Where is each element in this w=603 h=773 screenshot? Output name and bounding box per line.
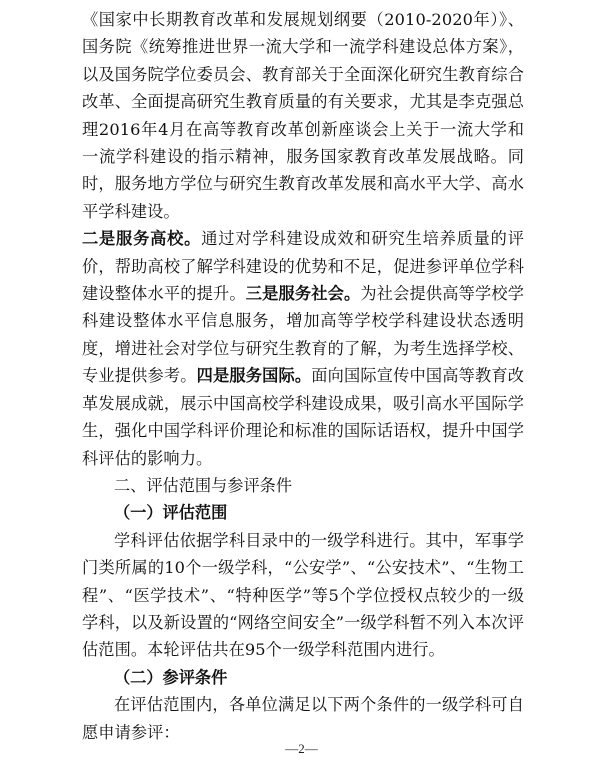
conditions-paragraph: 在评估范围内，各单位满足以下两个条件的一级学科可自愿申请参评： — [82, 695, 524, 742]
service-universities-text: 通过对学科建设成效和研究生培养质量的评价，帮助高校了解学科建设的优势和不足，促进参评单位学科建设整体水平的提升。 — [82, 229, 524, 304]
service-international-text: 面向国际宣传中国高等教育改革发展成就，展示中国高校学科建设成果，吸引高水平国际学生，强化中国学科评价理论和标准的国际话语权，提升中国学科评估的影响力。 — [82, 366, 524, 468]
service-society-label: 三是服务社会。 — [245, 284, 361, 304]
section-heading-scope-conditions: 二、评估范围与参评条件 — [114, 475, 293, 495]
document-page — [82, 6, 524, 746]
service-society-text: 为社会提供高等学校学科建设整体水平信息服务，增加高等学校学科建设状态透明度，增进社会对学位与研究生教育的了解，为考生选择学校、专业提供参考。 — [82, 284, 525, 386]
service-universities-label: 二是服务高校。 — [82, 229, 202, 249]
service-international-label: 四是服务国际。 — [196, 366, 312, 386]
scope-paragraph: 学科评估依据学科目录中的一级学科进行。其中，军事学门类所属的10个一级学科，“公安学”、“公安技术”、“生物工程”、“医学技术”、“特种医学”等5个学位授权点较少的一级学科，以及新设置的“网络空间安全”一级学科暂不列入本次评估范围。本轮评估共在95个一级学科范围内进行。 — [82, 530, 524, 660]
subheading-scope: （一）评估范围 — [114, 503, 228, 523]
subheading-conditions: （二）参评条件 — [114, 667, 228, 687]
page-number: —2— — [285, 741, 318, 756]
service-paragraph — [82, 225, 524, 472]
intro-paragraph: 《国家中长期教育改革和发展规划纲要（2010-2020年）》、国务院《统筹推进世界一流大学和一流学科建设总体方案》，以及国务院学位委员会、教育部关于全面深化研究生教育综合改革、全面提高研究生教育质量的有关要求，尤其是李克强总理2016年4月在高等教育改革创新座谈会上关于一流大学和一流学科建设的指示精神，服务国家教育改革发展战略。同时，服务地方学位与研究生教育改革发展和高水平大学、高水平学科建设。 — [82, 10, 524, 221]
